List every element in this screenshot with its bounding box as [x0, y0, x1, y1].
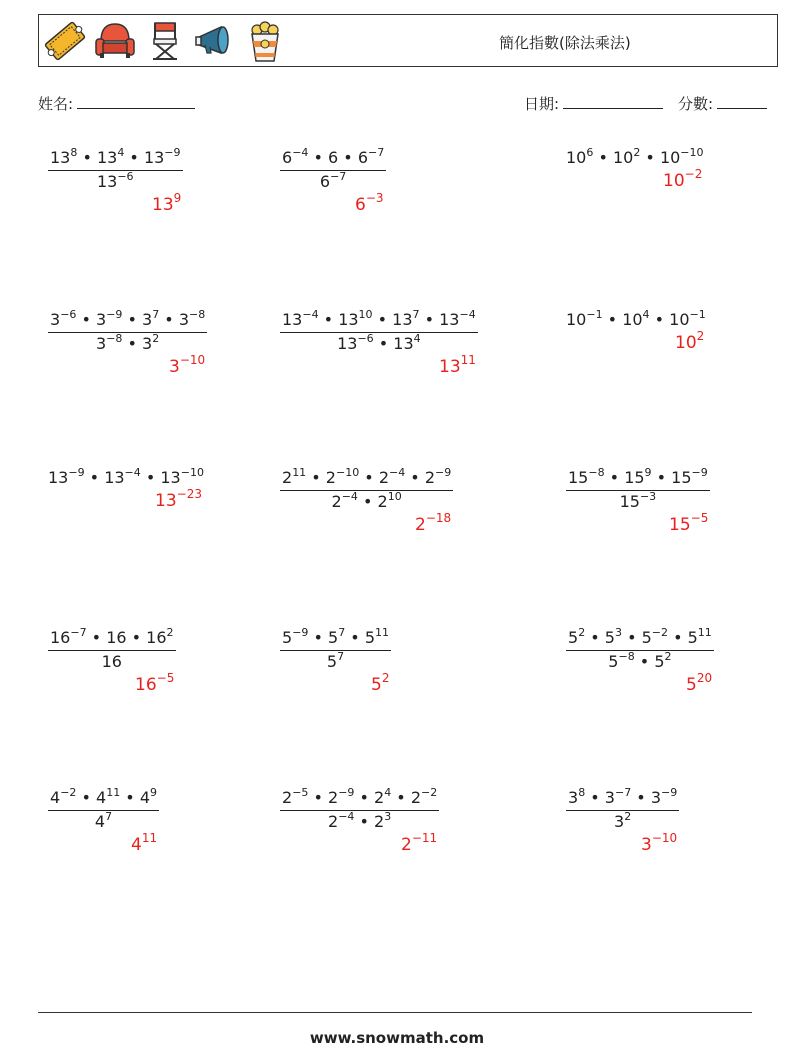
product-expression: $13^{-9}$ • $13^{-4}$ • $13^{-10}$	[48, 466, 204, 487]
problem-expression	[280, 788, 439, 831]
header-box	[38, 14, 778, 67]
numerator: $5^2$ • $5^3$ • $5^{-2}$ • $5^{11}$	[568, 626, 712, 647]
product-expression: $10^{-1}$ • $10^4$ • $10^{-1}$	[566, 308, 706, 329]
problem-expression	[280, 468, 453, 511]
answer: $2^{-18}$	[415, 511, 452, 535]
answer: $5^{20}$	[686, 671, 713, 695]
answer: $2^{-11}$	[401, 831, 438, 855]
numerator: $4^{-2}$ • $4^{11}$ • $4^9$	[50, 786, 157, 807]
fraction	[280, 148, 386, 191]
megaphone-icon	[193, 19, 237, 63]
numerator: $3^{-6}$ • $3^{-9}$ • $3^7$ • $3^{-8}$	[50, 308, 206, 329]
denominator: $2^{-4}$ • $2^{10}$	[280, 490, 453, 511]
footer-divider	[38, 1012, 752, 1013]
fraction	[280, 310, 478, 353]
answer: $13^{11}$	[439, 353, 476, 377]
answer: $6^{-3}$	[355, 191, 384, 215]
answer: $3^{-10}$	[641, 831, 678, 855]
date-field	[524, 93, 663, 114]
fraction	[48, 628, 176, 671]
answer: $13^9$	[152, 191, 182, 215]
date-label: 日期:	[524, 95, 560, 113]
answer: $3^{-10}$	[169, 353, 206, 377]
answer: $4^{11}$	[131, 831, 158, 855]
answer: $10^2$	[675, 329, 705, 353]
fraction	[280, 468, 453, 511]
problem-expression	[48, 628, 176, 671]
problem-expression	[280, 148, 386, 191]
problem-expression	[566, 788, 679, 831]
product-expression: $10^6$ • $10^2$ • $10^{-10}$	[566, 146, 704, 167]
problem-expression	[566, 310, 706, 329]
numerator: $3^8$ • $3^{-7}$ • $3^{-9}$	[568, 786, 678, 807]
denominator: $5^7$	[280, 650, 391, 671]
numerator: $5^{-9}$ • $5^7$ • $5^{11}$	[282, 626, 389, 647]
denominator: $3^{-8}$ • $3^2$	[48, 332, 207, 353]
name-field	[38, 93, 195, 114]
fraction	[280, 628, 391, 671]
fraction	[48, 148, 183, 191]
fraction	[48, 788, 159, 831]
problem-expression	[566, 468, 710, 511]
score-blank[interactable]	[717, 94, 767, 109]
problem-expression	[48, 788, 159, 831]
problem-expression	[48, 310, 207, 353]
denominator: 16	[48, 650, 176, 671]
answer: $13^{-23}$	[155, 487, 202, 511]
answer: $10^{-2}$	[663, 167, 703, 191]
name-label: 姓名:	[38, 95, 74, 113]
worksheet-title: 簡化指數(除法乘法)	[499, 34, 631, 52]
problem-expression	[280, 628, 391, 671]
numerator: $2^{-5}$ • $2^{-9}$ • $2^4$ • $2^{-2}$	[282, 786, 438, 807]
name-blank[interactable]	[77, 94, 195, 109]
denominator: $2^{-4}$ • $2^3$	[280, 810, 439, 831]
fraction	[566, 628, 714, 671]
problem-expression	[566, 628, 714, 671]
problem-expression	[48, 148, 183, 191]
numerator: $2^{11}$ • $2^{-10}$ • $2^{-4}$ • $2^{-9}$	[282, 466, 452, 487]
footer-url: www.snowmath.com	[309, 1029, 485, 1047]
cinema-ticket-icon	[43, 19, 87, 63]
denominator: $13^{-6}$ • $13^4$	[280, 332, 478, 353]
fraction	[48, 310, 207, 353]
date-blank[interactable]	[563, 94, 663, 109]
numerator: $6^{-4}$ • 6 • $6^{-7}$	[282, 146, 385, 167]
denominator: $13^{-6}$	[48, 170, 183, 191]
denominator: $3^2$	[566, 810, 679, 831]
numerator: $13^8$ • $13^4$ • $13^{-9}$	[50, 146, 181, 167]
denominator: $15^{-3}$	[566, 490, 710, 511]
fraction	[566, 788, 679, 831]
numerator: $16^{-7}$ • 16 • $16^2$	[50, 626, 174, 647]
numerator: $15^{-8}$ • $15^9$ • $15^{-9}$	[568, 466, 708, 487]
answer: $16^{-5}$	[135, 671, 175, 695]
denominator: $4^7$	[48, 810, 159, 831]
answer: $5^2$	[371, 671, 390, 695]
popcorn-icon	[243, 19, 287, 63]
answer: $15^{-5}$	[669, 511, 709, 535]
score-label: 分數:	[678, 95, 714, 113]
problem-expression	[280, 310, 478, 353]
problem-expression	[48, 468, 204, 487]
denominator: $6^{-7}$	[280, 170, 386, 191]
header-icons	[43, 18, 287, 64]
problem-expression	[566, 148, 704, 167]
score-field	[678, 93, 767, 114]
fraction	[566, 468, 710, 511]
denominator: $5^{-8}$ • $5^2$	[566, 650, 714, 671]
numerator: $13^{-4}$ • $13^{10}$ • $13^7$ • $13^{-4}$	[282, 308, 476, 329]
armchair-icon	[93, 19, 137, 63]
director-chair-icon	[143, 19, 187, 63]
fraction	[280, 788, 439, 831]
